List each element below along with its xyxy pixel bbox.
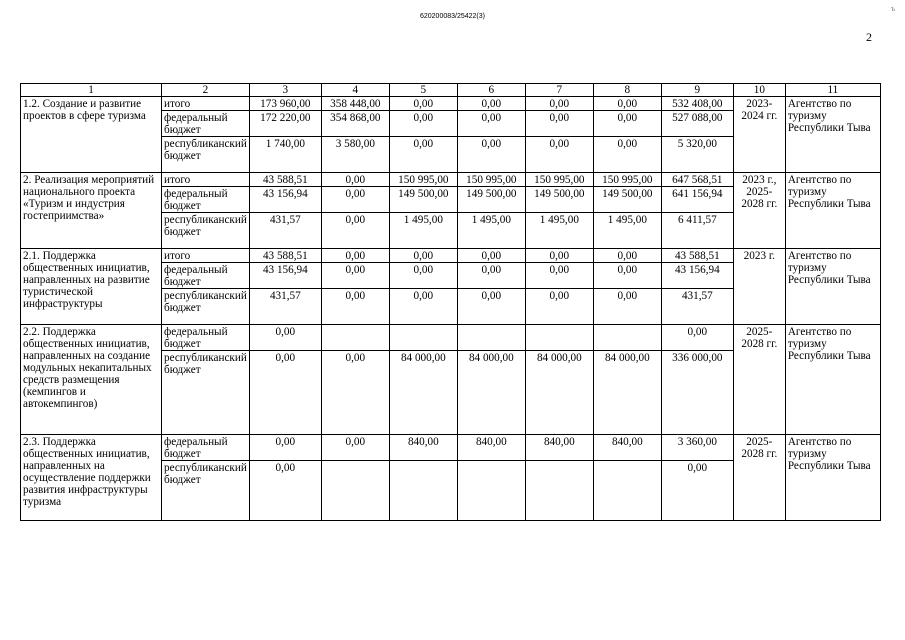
budget-table bbox=[20, 83, 881, 521]
amount-cell: 149 500,00 bbox=[389, 187, 457, 213]
amount-cell: 84 000,00 bbox=[593, 351, 661, 435]
measure-name-cell: 2.2. Поддержка общественных инициатив, направленных на создание модульных некапитальных средств размещения (кемпингов и автокемпингов) bbox=[21, 325, 162, 435]
amount-cell: 0,00 bbox=[593, 137, 661, 173]
measure-name-cell: 2. Реализация мероприятий национального проекта «Туризм и индустрия гостеприимства» bbox=[21, 173, 162, 249]
amount-cell: 149 500,00 bbox=[593, 187, 661, 213]
amount-cell: 431,57 bbox=[249, 213, 321, 249]
header-cell: 10 bbox=[733, 84, 785, 97]
amount-cell: 0,00 bbox=[661, 461, 733, 521]
amount-cell: 0,00 bbox=[457, 97, 525, 111]
funding-source-cell: республиканский бюджет bbox=[162, 213, 250, 249]
amount-cell: 527 088,00 bbox=[661, 111, 733, 137]
amount-cell: 43 156,94 bbox=[249, 187, 321, 213]
amount-cell bbox=[389, 461, 457, 521]
amount-cell: 6 411,57 bbox=[661, 213, 733, 249]
table-row bbox=[21, 173, 881, 187]
amount-cell: 647 568,51 bbox=[661, 173, 733, 187]
amount-cell: 0,00 bbox=[321, 187, 389, 213]
amount-cell: 0,00 bbox=[389, 263, 457, 289]
amount-cell: 0,00 bbox=[593, 289, 661, 325]
funding-source-cell: федеральный бюджет bbox=[162, 187, 250, 213]
header-cell: 7 bbox=[525, 84, 593, 97]
amount-cell: 431,57 bbox=[249, 289, 321, 325]
amount-cell: 43 156,94 bbox=[661, 263, 733, 289]
agency-cell: Агентство по туризму Республики Тыва bbox=[785, 173, 880, 249]
amount-cell: 1 495,00 bbox=[457, 213, 525, 249]
amount-cell: 173 960,00 bbox=[249, 97, 321, 111]
amount-cell bbox=[525, 461, 593, 521]
page-number: 2 bbox=[866, 30, 872, 44]
amount-cell bbox=[525, 325, 593, 351]
amount-cell bbox=[457, 461, 525, 521]
amount-cell: 5 320,00 bbox=[661, 137, 733, 173]
funding-source-cell: федеральный бюджет bbox=[162, 111, 250, 137]
amount-cell: 0,00 bbox=[457, 289, 525, 325]
amount-cell: 0,00 bbox=[389, 249, 457, 263]
amount-cell: 3 360,00 bbox=[661, 435, 733, 461]
amount-cell: 43 588,51 bbox=[249, 173, 321, 187]
header-cell: 2 bbox=[162, 84, 250, 97]
amount-cell: 0,00 bbox=[389, 137, 457, 173]
funding-source-cell: федеральный бюджет bbox=[162, 263, 250, 289]
funding-source-cell: итого bbox=[162, 97, 250, 111]
amount-cell: 0,00 bbox=[457, 111, 525, 137]
period-cell: 2025-2028 гг. bbox=[733, 325, 785, 435]
amount-cell: 172 220,00 bbox=[249, 111, 321, 137]
amount-cell: 43 156,94 bbox=[249, 263, 321, 289]
period-cell: 2023-2024 гг. bbox=[733, 97, 785, 173]
funding-source-cell: республиканский бюджет bbox=[162, 289, 250, 325]
amount-cell: 1 495,00 bbox=[389, 213, 457, 249]
header-cell: 5 bbox=[389, 84, 457, 97]
amount-cell: 0,00 bbox=[593, 249, 661, 263]
funding-source-cell: республиканский бюджет bbox=[162, 137, 250, 173]
amount-cell: 0,00 bbox=[249, 325, 321, 351]
amount-cell: 84 000,00 bbox=[457, 351, 525, 435]
corner-mark: ъ bbox=[891, 4, 896, 13]
agency-cell: Агентство по туризму Республики Тыва bbox=[785, 249, 880, 325]
funding-source-cell: итого bbox=[162, 173, 250, 187]
amount-cell: 150 995,00 bbox=[389, 173, 457, 187]
amount-cell: 840,00 bbox=[593, 435, 661, 461]
amount-cell bbox=[593, 325, 661, 351]
amount-cell: 0,00 bbox=[457, 263, 525, 289]
amount-cell: 840,00 bbox=[389, 435, 457, 461]
table-row bbox=[21, 97, 881, 111]
funding-source-cell: федеральный бюджет bbox=[162, 435, 250, 461]
table-row bbox=[21, 435, 881, 461]
amount-cell: 0,00 bbox=[525, 97, 593, 111]
amount-cell: 43 588,51 bbox=[249, 249, 321, 263]
measure-name-cell: 2.3. Поддержка общественных инициатив, направленных на осуществление поддержки развития инфраструктуры туризма bbox=[21, 435, 162, 521]
amount-cell: 0,00 bbox=[457, 249, 525, 263]
amount-cell: 0,00 bbox=[525, 111, 593, 137]
header-cell: 4 bbox=[321, 84, 389, 97]
header-cell: 8 bbox=[593, 84, 661, 97]
amount-cell: 0,00 bbox=[389, 97, 457, 111]
amount-cell: 0,00 bbox=[321, 173, 389, 187]
amount-cell: 0,00 bbox=[525, 137, 593, 173]
amount-cell: 532 408,00 bbox=[661, 97, 733, 111]
amount-cell: 0,00 bbox=[457, 137, 525, 173]
measure-name-cell: 2.1. Поддержка общественных инициатив, направленных на развитие туристической инфраструктуры bbox=[21, 249, 162, 325]
period-cell: 2025-2028 гг. bbox=[733, 435, 785, 521]
header-row bbox=[21, 84, 881, 97]
amount-cell: 840,00 bbox=[457, 435, 525, 461]
amount-cell: 840,00 bbox=[525, 435, 593, 461]
amount-cell: 1 495,00 bbox=[525, 213, 593, 249]
amount-cell: 0,00 bbox=[525, 289, 593, 325]
header-cell: 11 bbox=[785, 84, 880, 97]
amount-cell bbox=[321, 325, 389, 351]
amount-cell: 150 995,00 bbox=[593, 173, 661, 187]
amount-cell bbox=[457, 325, 525, 351]
measure-name-cell: 1.2. Создание и развитие проектов в сфере туризма bbox=[21, 97, 162, 173]
amount-cell: 0,00 bbox=[321, 351, 389, 435]
funding-source-cell: республиканский бюджет bbox=[162, 461, 250, 521]
amount-cell: 0,00 bbox=[321, 249, 389, 263]
amount-cell: 0,00 bbox=[525, 249, 593, 263]
amount-cell: 0,00 bbox=[249, 435, 321, 461]
amount-cell: 0,00 bbox=[249, 351, 321, 435]
period-cell: 2023 г. bbox=[733, 249, 785, 325]
header-cell: 3 bbox=[249, 84, 321, 97]
document-number: 620200083/25422(3) bbox=[419, 13, 485, 20]
table-row bbox=[21, 325, 881, 351]
amount-cell: 0,00 bbox=[321, 263, 389, 289]
table-row bbox=[21, 249, 881, 263]
amount-cell: 641 156,94 bbox=[661, 187, 733, 213]
amount-cell: 1 740,00 bbox=[249, 137, 321, 173]
amount-cell: 84 000,00 bbox=[525, 351, 593, 435]
amount-cell: 354 868,00 bbox=[321, 111, 389, 137]
amount-cell: 0,00 bbox=[321, 213, 389, 249]
amount-cell bbox=[321, 461, 389, 521]
amount-cell: 150 995,00 bbox=[525, 173, 593, 187]
agency-cell: Агентство по туризму Республики Тыва bbox=[785, 325, 880, 435]
header-cell: 1 bbox=[21, 84, 162, 97]
amount-cell: 149 500,00 bbox=[457, 187, 525, 213]
amount-cell: 336 000,00 bbox=[661, 351, 733, 435]
agency-cell: Агентство по туризму Республики Тыва bbox=[785, 435, 880, 521]
amount-cell: 0,00 bbox=[389, 289, 457, 325]
amount-cell: 43 588,51 bbox=[661, 249, 733, 263]
amount-cell bbox=[389, 325, 457, 351]
amount-cell bbox=[593, 461, 661, 521]
amount-cell: 358 448,00 bbox=[321, 97, 389, 111]
header-cell: 6 bbox=[457, 84, 525, 97]
amount-cell: 431,57 bbox=[661, 289, 733, 325]
amount-cell: 0,00 bbox=[389, 111, 457, 137]
amount-cell: 149 500,00 bbox=[525, 187, 593, 213]
amount-cell: 0,00 bbox=[321, 289, 389, 325]
amount-cell: 1 495,00 bbox=[593, 213, 661, 249]
amount-cell: 0,00 bbox=[249, 461, 321, 521]
amount-cell: 0,00 bbox=[321, 435, 389, 461]
funding-source-cell: федеральный бюджет bbox=[162, 325, 250, 351]
funding-source-cell: итого bbox=[162, 249, 250, 263]
amount-cell: 150 995,00 bbox=[457, 173, 525, 187]
amount-cell: 3 580,00 bbox=[321, 137, 389, 173]
amount-cell: 0,00 bbox=[593, 111, 661, 137]
funding-source-cell: республиканский бюджет bbox=[162, 351, 250, 435]
amount-cell: 0,00 bbox=[661, 325, 733, 351]
amount-cell: 0,00 bbox=[593, 97, 661, 111]
amount-cell: 0,00 bbox=[525, 263, 593, 289]
period-cell: 2023 г., 2025-2028 гг. bbox=[733, 173, 785, 249]
amount-cell: 84 000,00 bbox=[389, 351, 457, 435]
amount-cell: 0,00 bbox=[593, 263, 661, 289]
agency-cell: Агентство по туризму Республики Тыва bbox=[785, 97, 880, 173]
header-cell: 9 bbox=[661, 84, 733, 97]
